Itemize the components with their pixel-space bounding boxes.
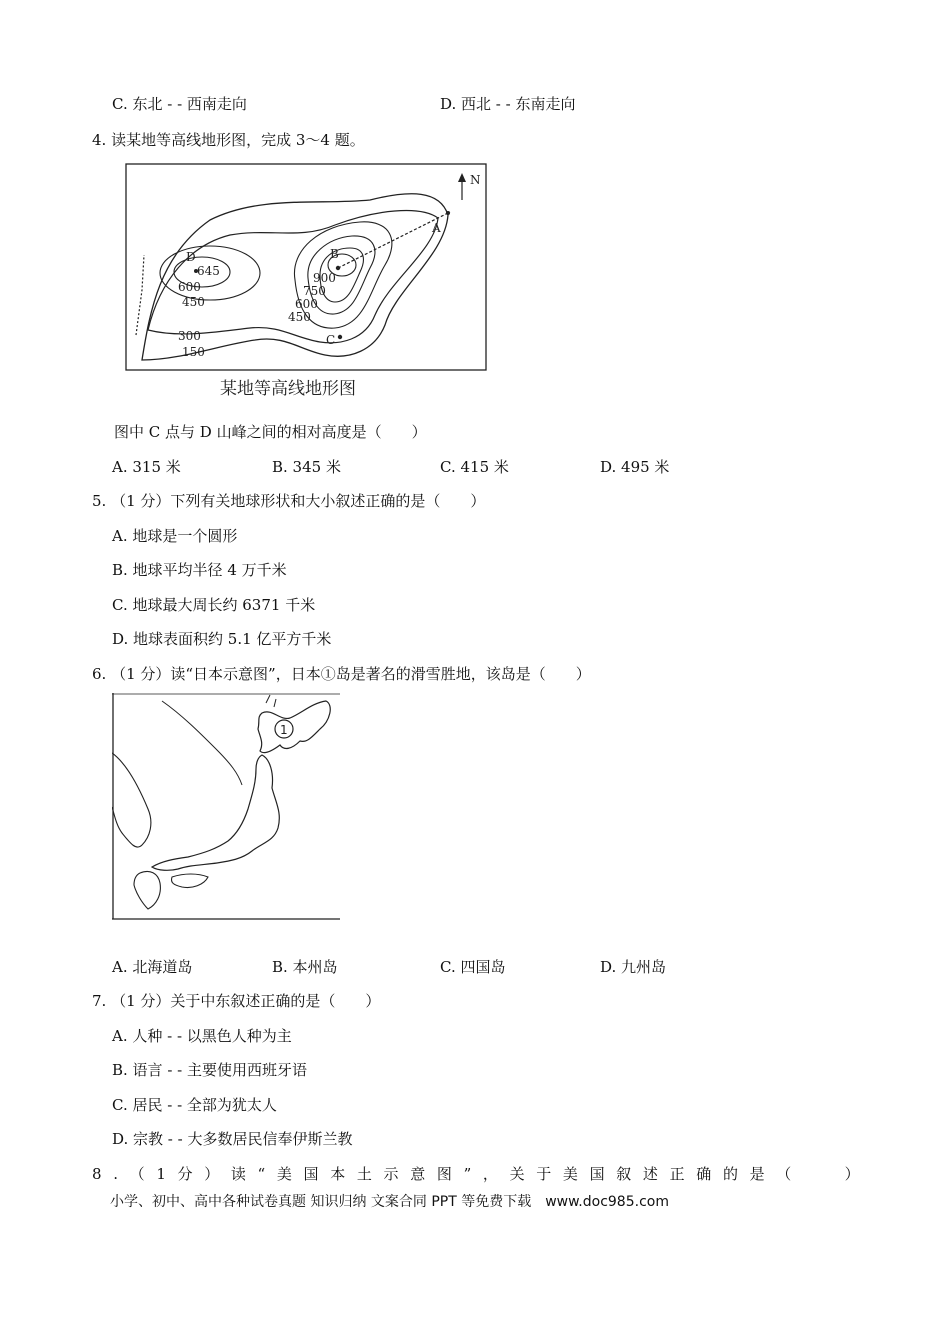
q6-option-c: C. 四国岛 xyxy=(440,958,506,976)
q7-option-d: D. 宗教 - - 大多数居民信奉伊斯兰教 xyxy=(112,1130,353,1148)
q7-option-c: C. 居民 - - 全部为犹太人 xyxy=(112,1096,277,1114)
q6-stem: 6. （1 分）读“日本示意图”，日本①岛是著名的滑雪胜地，该岛是（ ） xyxy=(92,665,591,683)
contour-map-figure xyxy=(120,160,490,405)
q6-option-d: D. 九州岛 xyxy=(600,958,667,976)
contour-map xyxy=(120,160,490,405)
q7-option-a: A. 人种 - - 以黑色人种为主 xyxy=(112,1027,292,1045)
label-c: C xyxy=(326,333,336,347)
q8-stem: 8 . （ 1 分 ） 读 “ 美 国 本 土 示 意 图 ” ， 关 于 美 国 叙 述 正 确 的 是 （ ） xyxy=(92,1165,860,1183)
marker-1: 1 xyxy=(280,723,288,737)
japan-map-figure xyxy=(112,693,342,921)
q5-stem: 5. （1 分）下列有关地球形状和大小叙述正确的是（ ） xyxy=(92,492,486,510)
value-600-b: 600 xyxy=(295,297,318,311)
value-450-d: 450 xyxy=(182,295,205,309)
q4-option-a: A. 315 米 xyxy=(112,458,181,476)
q5-option-c: C. 地球最大周长约 6371 千米 xyxy=(112,596,316,614)
q5-option-a: A. 地球是一个圆形 xyxy=(112,527,238,545)
value-150: 150 xyxy=(182,345,205,359)
value-600-d: 600 xyxy=(178,280,201,294)
q3-option-d: D. 西北 - - 东南走向 xyxy=(440,95,576,113)
value-900: 900 xyxy=(313,271,336,285)
q3-option-c: C. 东北 - - 西南走向 xyxy=(112,95,247,113)
footer-banner: 小学、初中、高中各种试卷真题 知识归纳 文案合同 PPT 等免费下载 www.doc985.com xyxy=(110,1194,669,1210)
value-300: 300 xyxy=(178,329,201,343)
q4-option-b: B. 345 米 xyxy=(272,458,341,476)
q4-option-d: D. 495 米 xyxy=(600,458,670,476)
value-750: 750 xyxy=(303,284,326,298)
label-d: D xyxy=(186,250,196,264)
north-label: N xyxy=(470,173,481,187)
japan-map xyxy=(112,693,342,921)
q4-stem: 4. 读某地等高线地形图，完成 3～4 题。 xyxy=(92,131,365,149)
q4-option-c: C. 415 米 xyxy=(440,458,509,476)
q7-option-b: B. 语言 - - 主要使用西班牙语 xyxy=(112,1061,308,1079)
value-450-b: 450 xyxy=(288,310,311,324)
label-b: B xyxy=(330,247,339,261)
figure-caption: 某地等高线地形图 xyxy=(220,379,356,399)
q5-option-b: B. 地球平均半径 4 万千米 xyxy=(112,561,287,579)
q6-option-b: B. 本州岛 xyxy=(272,958,338,976)
q7-stem: 7. （1 分）关于中东叙述正确的是（ ） xyxy=(92,992,381,1010)
q4-question: 图中 C 点与 D 山峰之间的相对高度是（ ） xyxy=(114,423,427,441)
q5-option-d: D. 地球表面积约 5.1 亿平方千米 xyxy=(112,630,332,648)
label-a: A xyxy=(432,221,441,235)
value-645: 645 xyxy=(197,264,220,278)
q6-option-a: A. 北海道岛 xyxy=(112,958,193,976)
